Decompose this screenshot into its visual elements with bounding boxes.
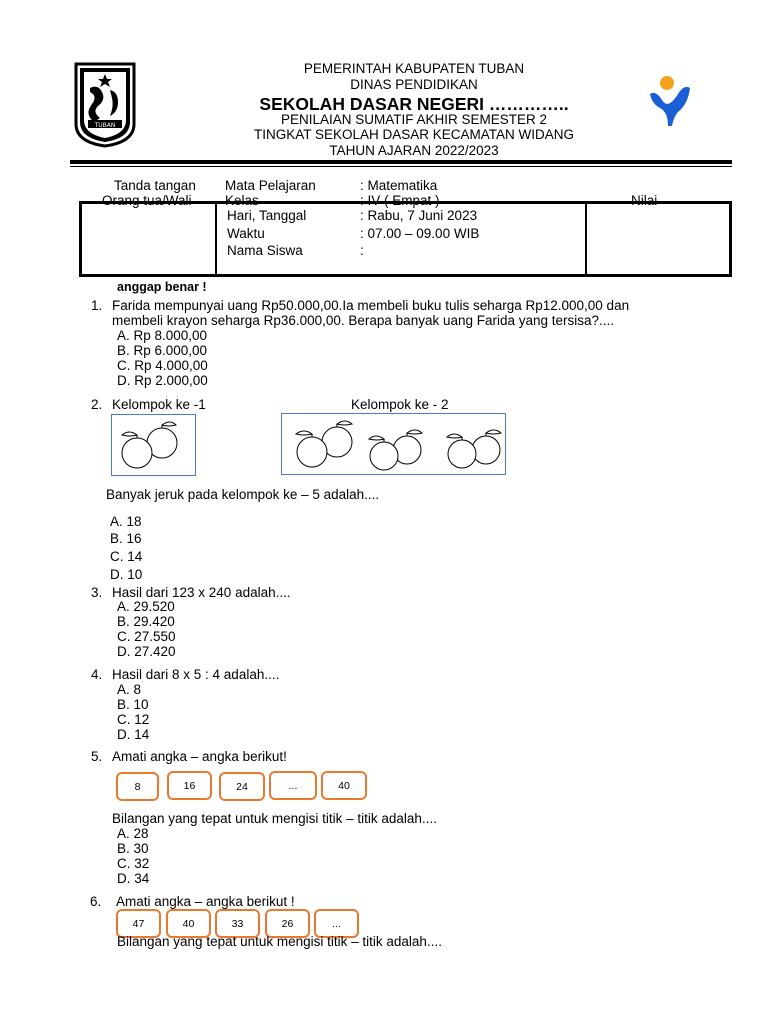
q1-option-c: C. Rp 4.000,00 [117,358,208,373]
q3-option-c: C. 27.550 [117,629,176,644]
instruction-text: anggap benar ! [117,280,207,294]
q4-option-a: A. 8 [117,682,142,697]
q6-sequence-box-1: 47 [116,909,161,938]
q2-number: 2. [91,397,103,412]
header-level: TINGKAT SEKOLAH DASAR KECAMATAN WIDANG [253,127,575,142]
label-student-name: Nama Siswa [227,243,303,258]
q4-text: Hasil dari 8 x 5 : 4 adalah.... [112,667,280,682]
q1-number: 1. [91,298,103,313]
q2-group2-frame [281,413,506,475]
q2-option-b: B. 16 [110,531,142,546]
label-class: Kelas [225,193,259,208]
header-school: SEKOLAH DASAR NEGERI ………….. [259,94,569,114]
sign-label-line1: Tanda tangan [114,178,196,193]
q2-group1-frame [111,414,196,476]
q5-sequence-box-3: 24 [219,772,265,801]
label-subject: Mata Pelajaran [225,178,316,193]
q2-prompt: Banyak jeruk pada kelompok ke – 5 adalah.... [106,487,380,502]
value-date: : Rabu, 7 Juni 2023 [360,208,478,223]
q5-sequence-box-1: 8 [116,772,159,801]
q5-option-a: A. 28 [117,826,149,841]
q3-option-b: B. 29.420 [117,614,175,629]
q6-number: 6. [90,894,102,909]
header-rule-thick [70,160,732,164]
q2-group2-label: Kelompok ke - 2 [351,397,449,412]
q2-option-a: A. 18 [110,514,142,529]
q1-option-b: B. Rp 6.000,00 [117,343,208,358]
q6-prompt: Bilangan yang tepat untuk mengisi titik – titik adalah.... [117,934,442,949]
q2-option-d: D. 10 [110,567,143,582]
q3-option-a: A. 29.520 [117,599,175,614]
q5-option-b: B. 30 [117,841,149,856]
q2-option-c: C. 14 [110,549,143,564]
emblem-label: TUBAN [94,122,116,129]
q1-option-a: A. Rp 8.000,00 [117,328,208,343]
header-assessment: PENILAIAN SUMATIF AKHIR SEMESTER 2 [280,112,548,127]
q2-group1-label: Kelompok ke -1 [112,397,206,412]
q5-sequence-box-5: 40 [321,771,367,800]
q5-text: Amati angka – angka berikut! [112,749,287,764]
value-class: : IV ( Empat ) [360,193,440,208]
orange-group-icon [282,414,507,476]
q5-option-d: D. 34 [117,871,150,886]
header-government: PEMERINTAH KABUPATEN TUBAN [303,61,525,76]
value-subject: : Matematika [360,178,438,193]
info-divider-1 [215,204,217,274]
info-divider-2 [585,204,587,274]
value-student-name: : [360,243,364,258]
q6-sequence-box-5: ... [314,909,359,938]
sign-label-line2: Orang tua/Wali [102,193,192,208]
q5-sequence-box-2: 16 [167,771,212,800]
q1-text-line1: Farida mempunyai uang Rp50.000,00.Ia membeli buku tulis seharga Rp12.000,00 dan [112,298,630,313]
label-time: Waktu [227,226,265,241]
score-label: Nilai [631,193,658,208]
q5-prompt: Bilangan yang tepat untuk mengisi titik – titik adalah.... [112,811,437,826]
q6-sequence-box-4: 26 [265,909,310,938]
label-date: Hari, Tanggal [227,208,307,223]
q5-number: 5. [91,749,103,764]
q4-option-b: B. 10 [117,697,149,712]
q1-option-d: D. Rp 2.000,00 [117,373,208,388]
q3-text: Hasil dari 123 x 240 adalah.... [112,585,291,600]
header-department: DINAS PENDIDIKAN [350,77,478,92]
header-rule-thin [70,166,732,167]
q4-option-d: D. 14 [117,727,150,742]
q3-option-d: D. 27.420 [117,644,176,659]
q6-sequence-box-2: 40 [166,909,211,938]
q4-option-c: C. 12 [117,712,150,727]
q5-option-c: C. 32 [117,856,150,871]
q6-text: Amati angka – angka berikut ! [116,894,295,909]
q6-sequence-box-3: 33 [215,909,260,938]
q3-number: 3. [91,585,103,600]
q1-text-line2: membeli krayon seharga Rp36.000,00. Berapa banyak uang Farida yang tersisa?.... [112,313,615,328]
value-time: : 07.00 – 09.00 WIB [360,226,480,241]
orange-pair-icon [112,415,197,477]
q5-sequence-box-4: ... [269,771,317,800]
header-year: TAHUN AJARAN 2022/2023 [329,143,499,158]
q4-number: 4. [91,667,103,682]
